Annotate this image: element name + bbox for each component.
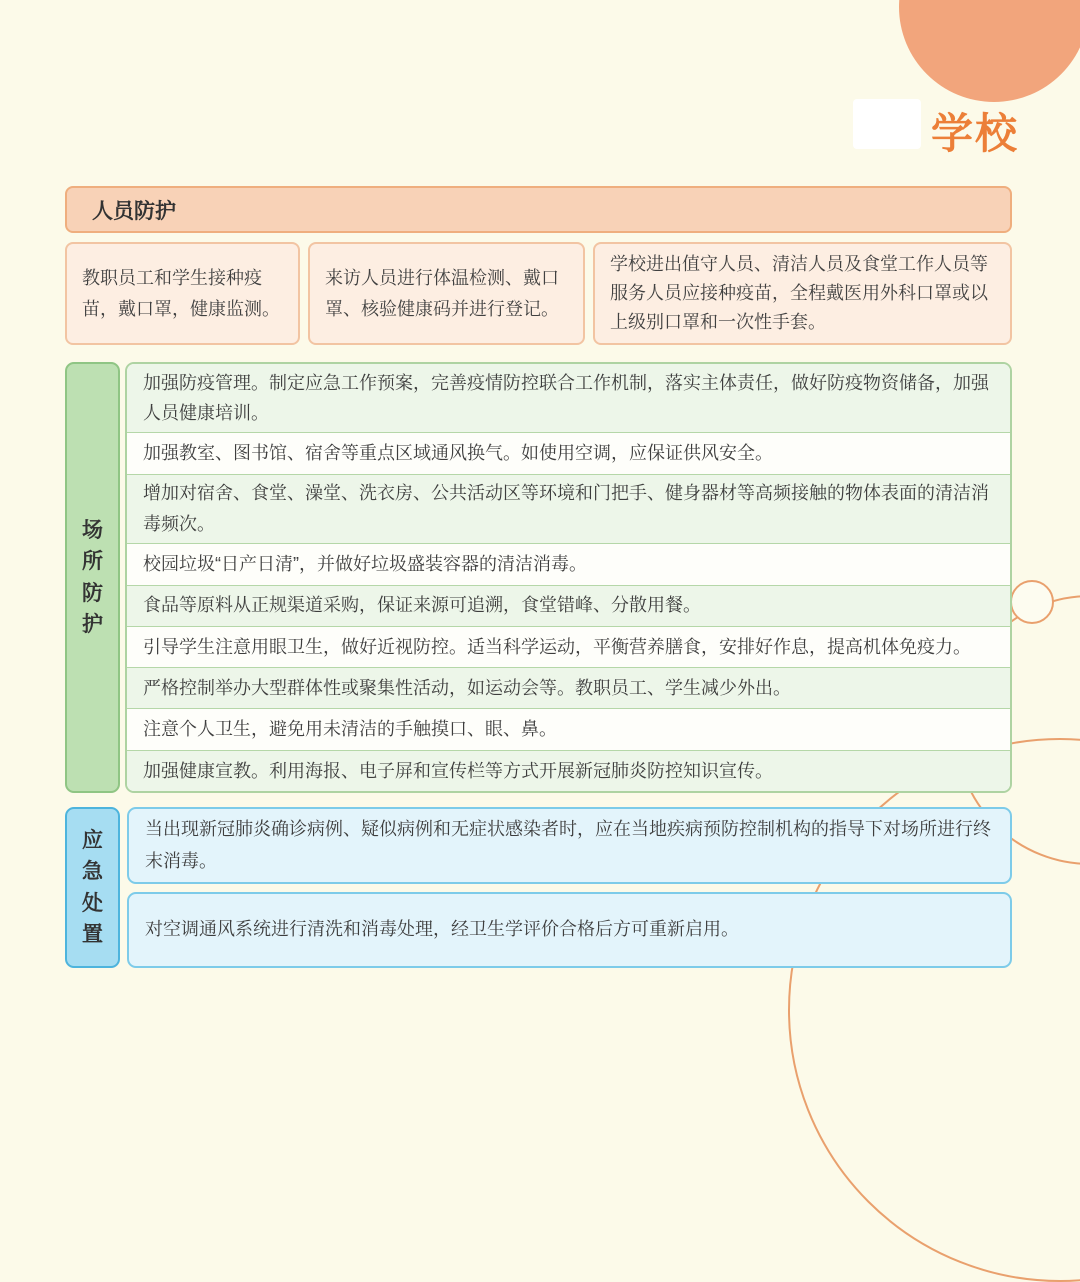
venue-section-label-text: 场所防护 <box>82 518 103 636</box>
venue-row: 加强教室、图书馆、宿舍等重点区域通风换气。如使用空调，应保证供风安全。 <box>127 432 1010 473</box>
venue-row: 引导学生注意用眼卫生，做好近视防控。适当科学运动，平衡营养膳食，安排好作息，提高机体免疫力。 <box>127 626 1010 667</box>
venue-row: 加强防疫管理。制定应急工作预案，完善疫情防控联合工作机制，落实主体责任，做好防疫物资储备，加强人员健康培训。 <box>127 364 1010 432</box>
personnel-card: 来访人员进行体温检测、戴口罩、核验健康码并进行登记。 <box>308 242 585 345</box>
venue-rows-panel <box>125 362 1012 793</box>
personnel-card: 学校进出值守人员、清洁人员及食堂工作人员等服务人员应接种疫苗，全程戴医用外科口罩或以上级别口罩和一次性手套。 <box>593 242 1012 345</box>
venue-row: 食品等原料从正规渠道采购，保证来源可追溯，食堂错峰、分散用餐。 <box>127 585 1010 626</box>
emergency-card: 当出现新冠肺炎确诊病例、疑似病例和无症状感染者时，应在当地疾病预防控制机构的指导下对场所进行终末消毒。 <box>127 807 1012 884</box>
emergency-card: 对空调通风系统进行清洗和消毒处理，经卫生学评价合格后方可重新启用。 <box>127 892 1012 968</box>
white-patch-decoration <box>853 99 921 149</box>
venue-row: 校园垃圾“日产日清”，并做好垃圾盛装容器的清洁消毒。 <box>127 543 1010 584</box>
venue-row: 注意个人卫生，避免用未清洁的手触摸口、眼、鼻。 <box>127 708 1010 749</box>
venue-section-label <box>65 362 120 793</box>
venue-row: 增加对宿舍、食堂、澡堂、洗衣房、公共活动区等环境和门把手、健身器材等高频接触的物体表面的清洁消毒频次。 <box>127 474 1010 543</box>
venue-row: 加强健康宣教。利用海报、电子屏和宣传栏等方式开展新冠肺炎防控知识宣传。 <box>127 750 1010 791</box>
page-title: 学校 <box>931 110 1020 157</box>
emergency-section-label-text: 应急处置 <box>82 828 103 946</box>
personnel-section-header: 人员防护 <box>65 186 1012 233</box>
corner-circle-decoration <box>899 0 1080 102</box>
venue-row: 严格控制举办大型群体性或聚集性活动，如运动会等。教职员工、学生减少外出。 <box>127 667 1010 708</box>
emergency-section-label <box>65 807 120 968</box>
small-circle-decoration <box>1010 580 1054 624</box>
personnel-card: 教职员工和学生接种疫苗，戴口罩，健康监测。 <box>65 242 300 345</box>
